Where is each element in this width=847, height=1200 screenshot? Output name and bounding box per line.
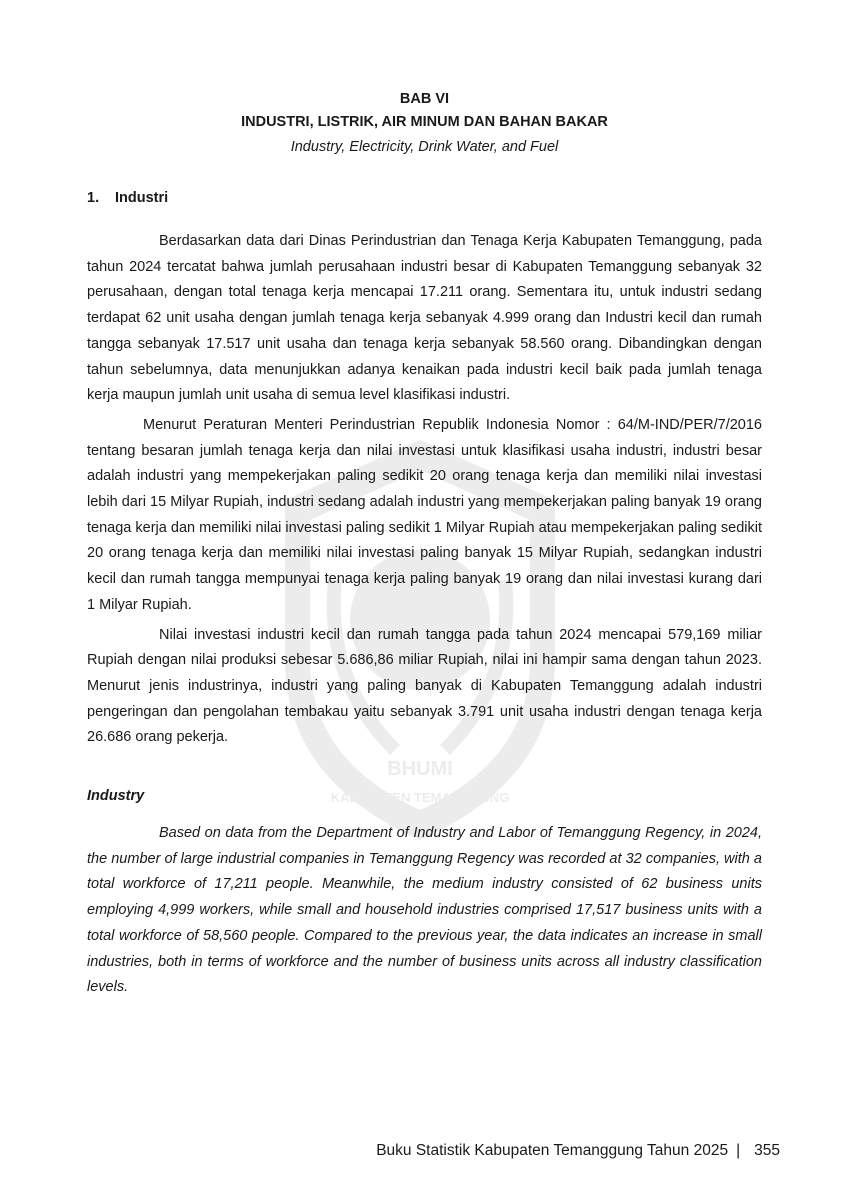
english-paragraph: Based on data from the Department of Industry and Labor of Temanggung Regency, in 2024, the number of large industrial companies in Temanggung Regency was recorded at 32 companies, with a total workforce of 17,211 people. Meanwhile, the medium industry consisted of 62 business units employing 4,999 workers, while small and household industries comprised 17,517 business units with a total workforce of 58,560 people. Compared to the previous year, the data indicates an increase in small industries, both in terms of workforce and the number of business units across all industry classification levels. (87, 825, 762, 996)
emblem-text-bottom: KABUPATEN TEMANGGUNG (330, 790, 510, 805)
section-number: 1. (87, 190, 100, 206)
chapter-subtitle: Industry, Electricity, Drink Water, and Fuel (290, 139, 559, 155)
emblem-text-top: BHUMI (387, 758, 453, 780)
section-heading (87, 187, 762, 209)
english-heading: Industry (87, 788, 145, 805)
page-number: 355 (754, 1142, 780, 1159)
page-footer (300, 1140, 780, 1162)
document-page (87, 88, 762, 1001)
chapter-header (87, 88, 762, 159)
chapter-title: INDUSTRI, LISTRIK, AIR MINUM DAN BAHAN BAKAR (241, 114, 608, 130)
chapter-label: BAB VI (399, 91, 450, 107)
paragraph-2: Menurut Peraturan Menteri Perindustrian Republik Indonesia Nomor : 64/M-IND/PER/7/2016 tentang besaran jumlah tenaga kerja dan nilai investasi untuk klasifikasi usaha industri, industri besar adalah industri yang mempekerjakan paling sedikit 20 orang tenaga kerja dan memiliki nilai investasi lebih dari 15 Milyar Rupiah, industri sedang adalah industri yang mempekerjakan paling banyak 19 orang tenaga kerja dan memiliki nilai investasi paling sedikit 1 Milyar Rupiah atau mempekerjakan paling sedikit 20 orang tenaga kerja dan memiliki nilai investasi paling banyak 15 Milyar Rupiah, sedangkan industri kecil dan rumah tangga mempunyai tenaga kerja paling banyak 19 orang dan nilai investasi kurang dari 1 Milyar Rupiah. (87, 416, 762, 613)
paragraph-3: Nilai investasi industri kecil dan rumah tangga pada tahun 2024 mencapai 579,169 miliar Rupiah dengan nilai produksi sebesar 5.686,86 miliar Rupiah, nilai ini hampir sama dengan tahun 2023. Menurut jenis industrinya, industri yang paling banyak di Kabupaten Temanggung adalah industri pengeringan dan pengolahan tembakau yaitu sebanyak 3.791 unit usaha industri dengan tenaga kerja 26.686 orang pekerja. (87, 626, 762, 746)
section-title: Industri (115, 190, 169, 206)
paragraph-1: Berdasarkan data dari Dinas Perindustrian dan Tenaga Kerja Kabupaten Temanggung, pada tahun 2024 tercatat bahwa jumlah perusahaan industri besar di Kabupaten Temanggung sebanyak 32 perusahaan, dengan total tenaga kerja mencapai 17.211 orang. Sementara itu, untuk industri sedang terdapat 62 unit usaha dengan jumlah tenaga kerja sebanyak 4.999 orang dan Industri kecil dan rumah tangga sebanyak 17.517 unit usaha dan tenaga kerja sebanyak 58.560 orang. Dibandingkan dengan tahun sebelumnya, data menunjukkan adanya kenaikan pada industri kecil baik pada jumlah tenaga kerja maupun jumlah unit usaha di semua level klasifikasi industri. (87, 233, 762, 404)
footer-text: Buku Statistik Kabupaten Temanggung Tahun 2025 (376, 1142, 729, 1159)
footer-separator: | (736, 1142, 741, 1159)
